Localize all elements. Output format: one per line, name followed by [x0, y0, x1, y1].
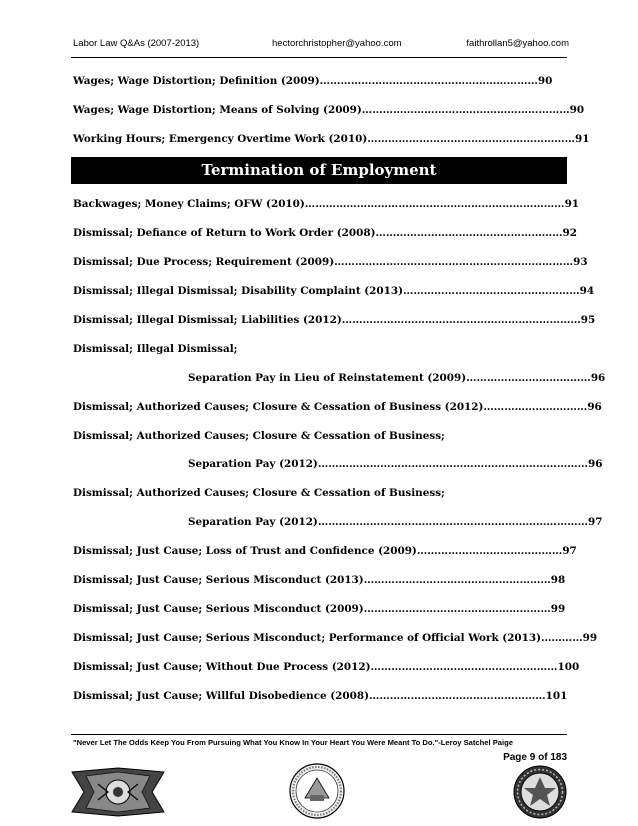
toc-entry: Wages; Wage Distortion; Definition (2009)………………………………………………………90: [73, 75, 553, 87]
toc-entry: Dismissal; Just Cause; Willful Disobedience (2008)……………………………………………101: [73, 690, 568, 702]
fraternity-crest-logo: [68, 766, 168, 818]
header-rule: [71, 57, 567, 58]
toc-entry: Dismissal; Just Cause; Serious Misconduct (2013)………………………………………………98: [73, 574, 566, 586]
header-email-2: faithrollan5@yahoo.com: [466, 38, 569, 49]
toc-entry-indented: Separation Pay (2012)……………………………………………………………………96: [188, 458, 603, 470]
toc-entry: Dismissal; Just Cause; Serious Misconduct (2009)………………………………………………99: [73, 603, 566, 615]
toc-entry: Dismissal; Illegal Dismissal; Liabilities (2012)……………………………………………………………95: [73, 314, 596, 326]
toc-entry-indented: Separation Pay in Lieu of Reinstatement (2009)………………………………96: [188, 372, 606, 384]
header-email-1: hectorchristopher@yahoo.com: [272, 38, 402, 49]
organization-seal-logo: [512, 764, 568, 820]
footer-quote: "Never Let The Odds Keep You From Pursuing What You Know In Your Heart You Were Meant To Do."-Leroy Satchel Paige: [73, 738, 513, 747]
toc-entry: Working Hours; Emergency Overtime Work (2010)……………………………………………………91: [73, 133, 590, 145]
header-left-title: Labor Law Q&As (2007-2013): [73, 38, 200, 49]
university-seal-logo: [288, 762, 346, 820]
toc-entry: Dismissal; Authorized Causes; Closure & Cessation of Business (2012)…………………………96: [73, 401, 602, 413]
toc-entry: Backwages; Money Claims; OFW (2010)…………………………………………………………………91: [73, 198, 580, 210]
toc-entry: Dismissal; Authorized Causes; Closure & Cessation of Business;: [73, 487, 445, 499]
page-number: Page 9 of 183: [503, 752, 567, 763]
footer-rule: [71, 734, 567, 735]
toc-entry: Dismissal; Illegal Dismissal; Disability Complaint (2013)……………………………………………94: [73, 285, 595, 297]
toc-entry: Dismissal; Authorized Causes; Closure & Cessation of Business;: [73, 430, 445, 442]
section-heading: Termination of Employment: [71, 157, 567, 184]
toc-entry: Dismissal; Just Cause; Without Due Process (2012)………………………………………………100: [73, 661, 580, 673]
toc-entry: Dismissal; Due Process; Requirement (2009)……………………………………………………………93: [73, 256, 588, 268]
toc-entry-indented: Separation Pay (2012)……………………………………………………………………97: [188, 516, 603, 528]
page-header: [73, 38, 569, 52]
toc-entry: Dismissal; Defiance of Return to Work Order (2008)………………………………………………92: [73, 227, 577, 239]
toc-entry: Wages; Wage Distortion; Means of Solving (2009)……………………………………………………90: [73, 104, 585, 116]
toc-entry: Dismissal; Illegal Dismissal;: [73, 343, 238, 355]
toc-entry: Dismissal; Just Cause; Loss of Trust and Confidence (2009)……………………………………97: [73, 545, 577, 557]
toc-entry: Dismissal; Just Cause; Serious Misconduct; Performance of Official Work (2013)…………99: [73, 632, 598, 644]
